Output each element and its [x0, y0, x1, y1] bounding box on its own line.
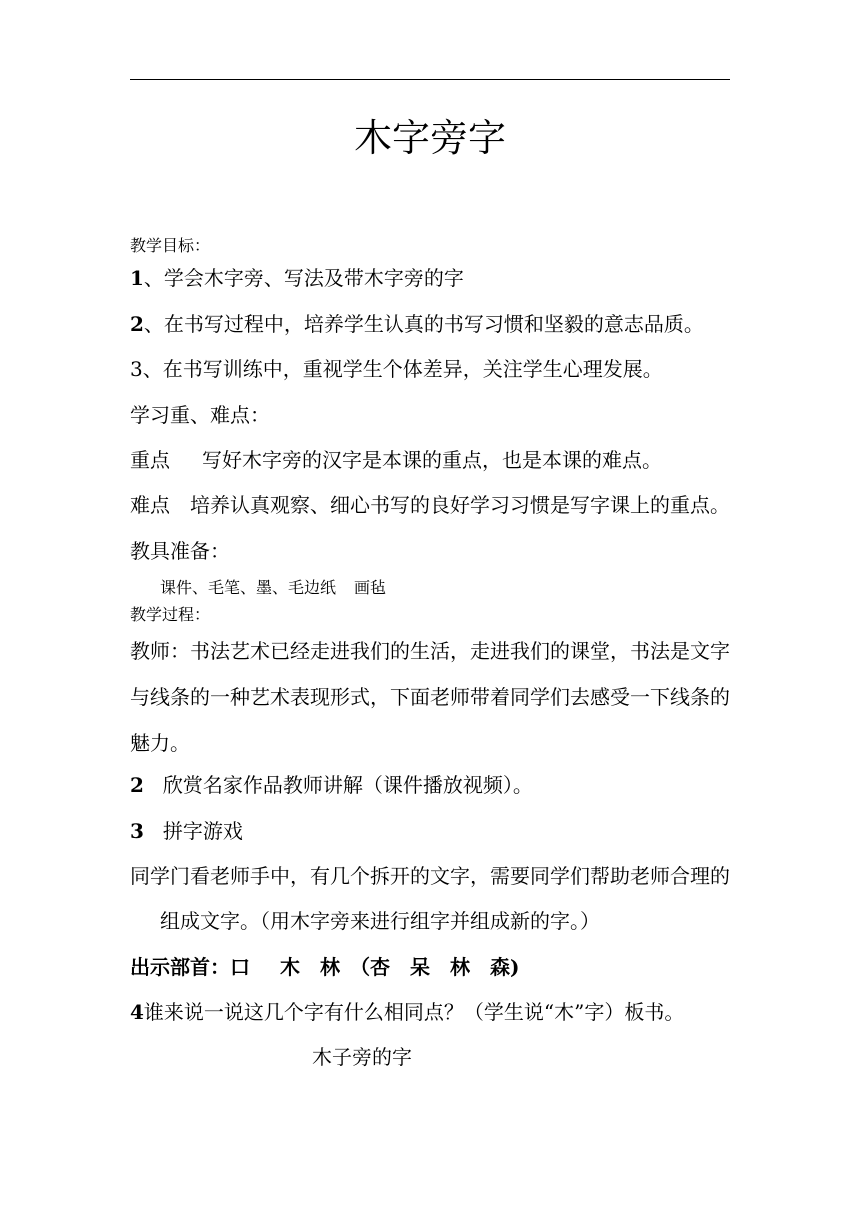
- radical-characters: 木 林 （杏 呆 林 森): [280, 955, 520, 979]
- goal-3: 3、在书写训练中，重视学生个体差异，关注学生心理发展。: [130, 357, 663, 381]
- goal-2-number: 2: [130, 312, 144, 336]
- key-point-text: 写好木字旁的汉字是本课的重点，也是本课的难点。: [202, 448, 662, 472]
- key-point: [130, 446, 662, 474]
- step-4-number: 4: [130, 1000, 144, 1024]
- step-3-number: 3: [130, 819, 144, 843]
- goal-1-text: 、学会木字旁、写法及带木字旁的字: [143, 266, 464, 290]
- step-2-text: 欣赏名家作品教师讲解（课件播放视频）。: [162, 773, 533, 797]
- goal-1: [130, 264, 464, 292]
- process-heading: 教学过程：: [130, 605, 211, 624]
- teacher-paragraph-line-1: 教师：书法艺术已经走进我们的生活，走进我们的课堂，书法是文字: [130, 639, 730, 663]
- tools-heading: 教具准备：: [130, 539, 230, 563]
- difficult-point: [130, 491, 730, 519]
- goal-2: [130, 310, 704, 338]
- key-point-label: 重点: [130, 448, 170, 472]
- document-title: 木字旁字: [353, 116, 506, 160]
- step-2-number: 2: [130, 773, 144, 797]
- keypoints-heading: 学习重、难点：: [130, 403, 270, 427]
- step-3-text: 拼字游戏: [162, 819, 243, 843]
- radical-line: [130, 953, 519, 981]
- board-writing: 木子旁的字: [312, 1045, 412, 1069]
- step-3: [130, 817, 243, 845]
- difficult-point-text: 培养认真观察、细心书写的良好学习习惯是写字课上的重点。: [190, 493, 730, 517]
- tools-items: 课件、毛笔、墨、毛边纸: [160, 578, 337, 597]
- game-paragraph-line-1: 同学门看老师手中，有几个拆开的文字，需要同学们帮助老师合理的: [130, 864, 730, 888]
- goal-2-text: 、在书写过程中，培养学生认真的书写习惯和坚毅的意志品质。: [143, 312, 704, 336]
- step-4: [130, 998, 684, 1026]
- step-2: [130, 771, 533, 799]
- header-rule: [130, 79, 730, 80]
- step-4-text: 谁来说一说这几个字有什么相同点？（学生说“木”字）板书。: [143, 1000, 685, 1024]
- tools-extra: 画毡: [354, 578, 387, 597]
- goal-1-number: 1: [130, 266, 144, 290]
- teacher-paragraph-line-2: 与线条的一种艺术表现形式，下面老师带着同学们去感受一下线条的: [130, 685, 730, 709]
- teacher-paragraph-line-3: 魅力。: [130, 731, 190, 755]
- game-paragraph-line-2: 组成文字。（用木字旁来进行组字并组成新的字。）: [160, 909, 600, 933]
- radical-label: 出示部首：口: [130, 955, 250, 979]
- tools-list: [160, 577, 386, 599]
- goals-heading: 教学目标：: [130, 236, 211, 255]
- difficult-point-label: 难点: [130, 493, 170, 517]
